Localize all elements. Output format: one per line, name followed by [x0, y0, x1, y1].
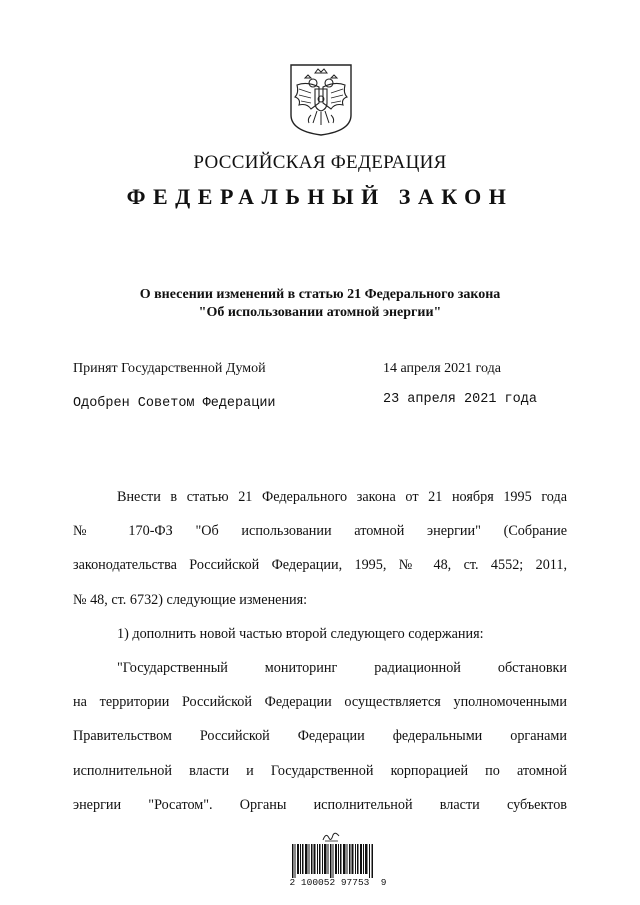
quoted-line: исполнительной власти и Государственной корпорацией по атомной: [73, 762, 567, 779]
handwritten-mark-icon: [322, 830, 340, 842]
body-line: № 48, ст. 6732) следующие изменения:: [73, 591, 308, 608]
council-approval-date: 23 апреля 2021 года: [383, 392, 537, 407]
quoted-line: Правительством Российской Федерации федеральными органами: [73, 728, 567, 745]
subject-line: О внесении изменений в статью 21 Федерального закона: [139, 287, 501, 302]
law-body: [73, 480, 567, 822]
document-barcode: [288, 830, 388, 900]
body-line: Внести в статью 21 Федерального закона от 21 ноября 1995 года: [117, 489, 567, 505]
quoted-line: на территории Российской Федерации осуществляется уполномоченными: [73, 694, 567, 711]
quoted-line: энергии "Росатом". Органы исполнительной власти субъектов: [73, 796, 567, 813]
document-type-heading: ФЕДЕРАЛЬНЫЙ ЗАКОН: [126, 184, 514, 209]
duma-adoption-date: 14 апреля 2021 года: [383, 361, 501, 376]
amendment-item: 1) дополнить новой частью второй следующего содержания:: [117, 625, 484, 642]
body-line: № 170-ФЗ "Об использовании атомной энергии" (Собрание: [73, 523, 567, 540]
council-approval-label: Одобрен Советом Федерации: [73, 396, 276, 411]
barcode-icon: [292, 844, 374, 878]
duma-adoption-label: Принят Государственной Думой: [73, 361, 266, 376]
coat-of-arms-icon: [289, 63, 353, 137]
law-subject: [0, 286, 640, 322]
quoted-line: "Государственный мониторинг радиационной обстановки: [117, 660, 567, 677]
country-heading: РОССИЙСКАЯ ФЕДЕРАЦИЯ: [193, 152, 447, 173]
subject-line: "Об использовании атомной энергии": [198, 305, 442, 320]
barcode-number: 2 100052 97753 9: [289, 877, 387, 888]
body-line: законодательства Российской Федерации, 1995, № 48, ст. 4552; 2011,: [73, 557, 567, 574]
